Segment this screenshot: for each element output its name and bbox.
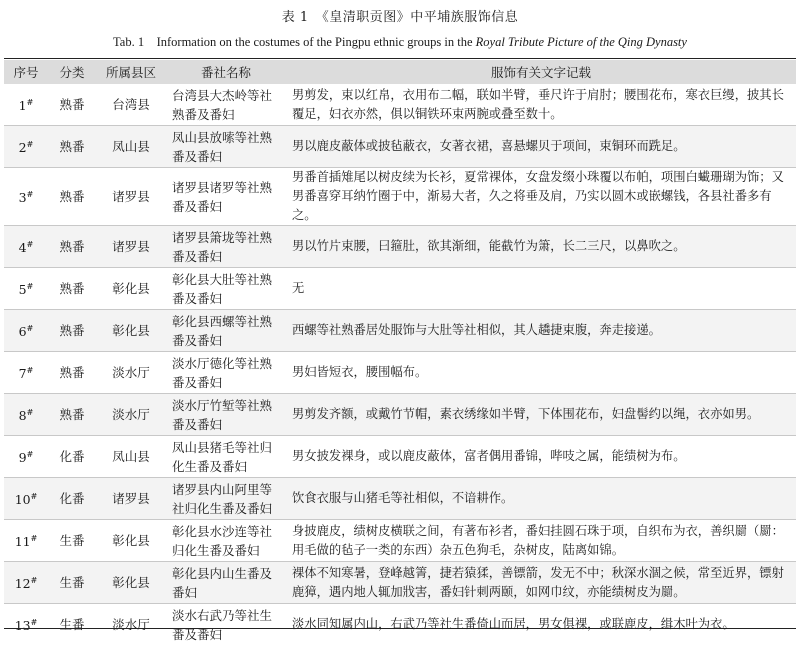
table-row bbox=[4, 520, 796, 562]
cell-costume-record: 男女披发裸身，或以鹿皮蔽体，富者偶用番锦，哔吱之属，能绩树为布。 bbox=[286, 436, 796, 478]
table-row bbox=[4, 436, 796, 478]
cell-county: 凤山县 bbox=[96, 436, 166, 478]
table-top-rule bbox=[4, 58, 796, 59]
cell-tribe-name: 彰化县内山生番及番妇 bbox=[166, 562, 286, 604]
cell-number bbox=[4, 394, 48, 436]
cell-county: 诸罗县 bbox=[96, 478, 166, 520]
header-costume-record: 服饰有关文字记载 bbox=[286, 60, 796, 84]
cell-county: 淡水厅 bbox=[96, 394, 166, 436]
cell-number bbox=[4, 562, 48, 604]
cell-category: 熟番 bbox=[48, 84, 96, 126]
row-number-mark: # bbox=[31, 576, 38, 585]
cell-tribe-name: 淡水右武乃等社生番及番妇 bbox=[166, 604, 286, 645]
cell-number bbox=[4, 168, 48, 226]
table-row bbox=[4, 168, 796, 226]
cell-tribe-name: 凤山县猪毛等社归化生番及番妇 bbox=[166, 436, 286, 478]
cell-county: 凤山县 bbox=[96, 126, 166, 168]
cell-category: 熟番 bbox=[48, 352, 96, 394]
table-row bbox=[4, 394, 796, 436]
table-row bbox=[4, 310, 796, 352]
row-number-mark: # bbox=[27, 450, 34, 459]
cell-tribe-name: 凤山县放嗦等社熟番及番妇 bbox=[166, 126, 286, 168]
header-tribe-name: 番社名称 bbox=[166, 60, 286, 84]
row-number: 9 bbox=[19, 451, 27, 466]
cell-county: 淡水厅 bbox=[96, 352, 166, 394]
cell-costume-record: 西螺等社熟番居处服饰与大肚等社相似，其人趫捷束腹，奔走接递。 bbox=[286, 310, 796, 352]
header-county: 所属县区 bbox=[96, 60, 166, 84]
table-row bbox=[4, 268, 796, 310]
row-number-mark: # bbox=[27, 366, 34, 375]
cell-tribe-name: 彰化县西螺等社熟番及番妇 bbox=[166, 310, 286, 352]
row-number: 10 bbox=[15, 493, 31, 508]
cell-costume-record: 淡水同知属内山，右武乃等社生番倚山而居，男女俱裸，或联鹿皮，缉木叶为衣。 bbox=[286, 604, 796, 645]
cell-tribe-name: 彰化县大肚等社熟番及番妇 bbox=[166, 268, 286, 310]
cell-costume-record: 男番首插雉尾以树皮续为长衫，夏常裸体，女盘发缀小珠覆以布帕，项围白蠘珊瑚为饰；又男番喜穿耳纳竹圈于中，渐易大者，久之将垂及肩，乃实以圆木或嵌螺钱，各县社番多有之。 bbox=[286, 168, 796, 226]
table-row bbox=[4, 352, 796, 394]
table-caption-chinese: 表 1 《皇清职贡图》中平埔族服饰信息 bbox=[0, 6, 800, 25]
row-number-mark: # bbox=[27, 324, 34, 333]
caption-english-italic-title: Royal Tribute Picture of the Qing Dynasty bbox=[476, 35, 687, 49]
cell-costume-record: 男以竹片束腰，曰箍肚，欲其渐细，能截竹为箫，长二三尺，以鼻吹之。 bbox=[286, 226, 796, 268]
cell-tribe-name: 诸罗县箫垅等社熟番及番妇 bbox=[166, 226, 286, 268]
row-number-mark: # bbox=[31, 492, 38, 501]
cell-number bbox=[4, 478, 48, 520]
cell-tribe-name: 彰化县水沙连等社归化生番及番妇 bbox=[166, 520, 286, 562]
cell-number bbox=[4, 604, 48, 645]
cell-number bbox=[4, 310, 48, 352]
cell-costume-record: 裸体不知寒暑，登峰越箐，捷若猿猱，善镖箭，发无不中；秋深水涸之候，常至近界，镖射鹿獐，遇内地人辄加戕害，番妇针刺两颐，如网巾纹，亦能绩树皮为罽。 bbox=[286, 562, 796, 604]
cell-costume-record: 饮食衣服与山猪毛等社相似，不谙耕作。 bbox=[286, 478, 796, 520]
row-number: 8 bbox=[19, 409, 27, 424]
row-number-mark: # bbox=[27, 282, 34, 291]
table-row bbox=[4, 84, 796, 126]
row-number: 6 bbox=[19, 325, 27, 340]
cell-county: 诸罗县 bbox=[96, 226, 166, 268]
cell-costume-record: 男以鹿皮蔽体或披毡蔽衣，女著衣裙，喜悬螺贝于项间，束铜环而跣足。 bbox=[286, 126, 796, 168]
cell-tribe-name: 台湾县大杰岭等社熟番及番妇 bbox=[166, 84, 286, 126]
cell-category: 熟番 bbox=[48, 168, 96, 226]
cell-county: 彰化县 bbox=[96, 268, 166, 310]
cell-category: 化番 bbox=[48, 478, 96, 520]
cell-costume-record: 男剪发，束以红帛，衣用布二幅，联如半臂，垂尺许于肩肘；腰围花布，寒衣巨缦，披其长覆足，妇衣亦然，俱以铜铁环束两腕或叠至数十。 bbox=[286, 84, 796, 126]
cell-category: 生番 bbox=[48, 520, 96, 562]
row-number: 12 bbox=[15, 577, 31, 592]
row-number: 2 bbox=[19, 141, 27, 156]
cell-number bbox=[4, 520, 48, 562]
row-number-mark: # bbox=[27, 240, 34, 249]
header-number: 序号 bbox=[4, 60, 48, 84]
table-bottom-rule bbox=[4, 628, 796, 629]
cell-number bbox=[4, 352, 48, 394]
table-row bbox=[4, 226, 796, 268]
cell-category: 熟番 bbox=[48, 226, 96, 268]
cell-costume-record: 身披鹿皮，绩树皮横联之间，有著布衫者，番妇挂圆石珠于项，自织布为衣，善织罽（罽：用毛做的毡子一类的东西）杂五色狗毛，杂树皮，陆离如锦。 bbox=[286, 520, 796, 562]
caption-english-prefix: Tab. 1 Information on the costumes of the Pingpu ethnic groups in the bbox=[113, 35, 476, 49]
row-number-mark: # bbox=[27, 190, 34, 199]
row-number-mark: # bbox=[27, 140, 34, 149]
row-number: 13 bbox=[15, 619, 31, 634]
cell-number bbox=[4, 226, 48, 268]
table-row bbox=[4, 604, 796, 645]
cell-category: 熟番 bbox=[48, 310, 96, 352]
header-category: 分类 bbox=[48, 60, 96, 84]
row-number: 4 bbox=[19, 241, 27, 256]
table-row bbox=[4, 478, 796, 520]
row-number: 5 bbox=[19, 283, 27, 298]
cell-county: 台湾县 bbox=[96, 84, 166, 126]
cell-county: 彰化县 bbox=[96, 310, 166, 352]
row-number: 1 bbox=[19, 99, 27, 114]
cell-tribe-name: 淡水厅竹堑等社熟番及番妇 bbox=[166, 394, 286, 436]
cell-costume-record: 无 bbox=[286, 268, 796, 310]
cell-category: 化番 bbox=[48, 436, 96, 478]
cell-number bbox=[4, 126, 48, 168]
row-number-mark: # bbox=[27, 98, 34, 107]
row-number-mark: # bbox=[31, 618, 38, 627]
cell-costume-record: 男剪发齐额，或戴竹节帽，素衣绣缘如半臂，下体围花布，妇盘髻约以绳，衣亦如男。 bbox=[286, 394, 796, 436]
cell-number bbox=[4, 436, 48, 478]
costume-info-table bbox=[4, 60, 796, 645]
table-row bbox=[4, 126, 796, 168]
cell-costume-record: 男妇皆短衣，腰围幅布。 bbox=[286, 352, 796, 394]
cell-county: 彰化县 bbox=[96, 562, 166, 604]
cell-category: 生番 bbox=[48, 604, 96, 645]
cell-county: 淡水厅 bbox=[96, 604, 166, 645]
cell-number bbox=[4, 84, 48, 126]
cell-county: 诸罗县 bbox=[96, 168, 166, 226]
cell-category: 熟番 bbox=[48, 126, 96, 168]
cell-county: 彰化县 bbox=[96, 520, 166, 562]
table-caption-english bbox=[0, 32, 800, 50]
cell-category: 熟番 bbox=[48, 394, 96, 436]
row-number-mark: # bbox=[27, 408, 34, 417]
row-number-mark: # bbox=[31, 534, 38, 543]
table-row bbox=[4, 562, 796, 604]
cell-category: 熟番 bbox=[48, 268, 96, 310]
row-number: 3 bbox=[19, 191, 27, 206]
cell-number bbox=[4, 268, 48, 310]
row-number: 11 bbox=[15, 535, 31, 550]
cell-tribe-name: 诸罗县诸罗等社熟番及番妇 bbox=[166, 168, 286, 226]
cell-tribe-name: 诸罗县内山阿里等社归化生番及番妇 bbox=[166, 478, 286, 520]
cell-tribe-name: 淡水厅德化等社熟番及番妇 bbox=[166, 352, 286, 394]
cell-category: 生番 bbox=[48, 562, 96, 604]
row-number: 7 bbox=[19, 367, 27, 382]
table-header-row bbox=[4, 60, 796, 84]
